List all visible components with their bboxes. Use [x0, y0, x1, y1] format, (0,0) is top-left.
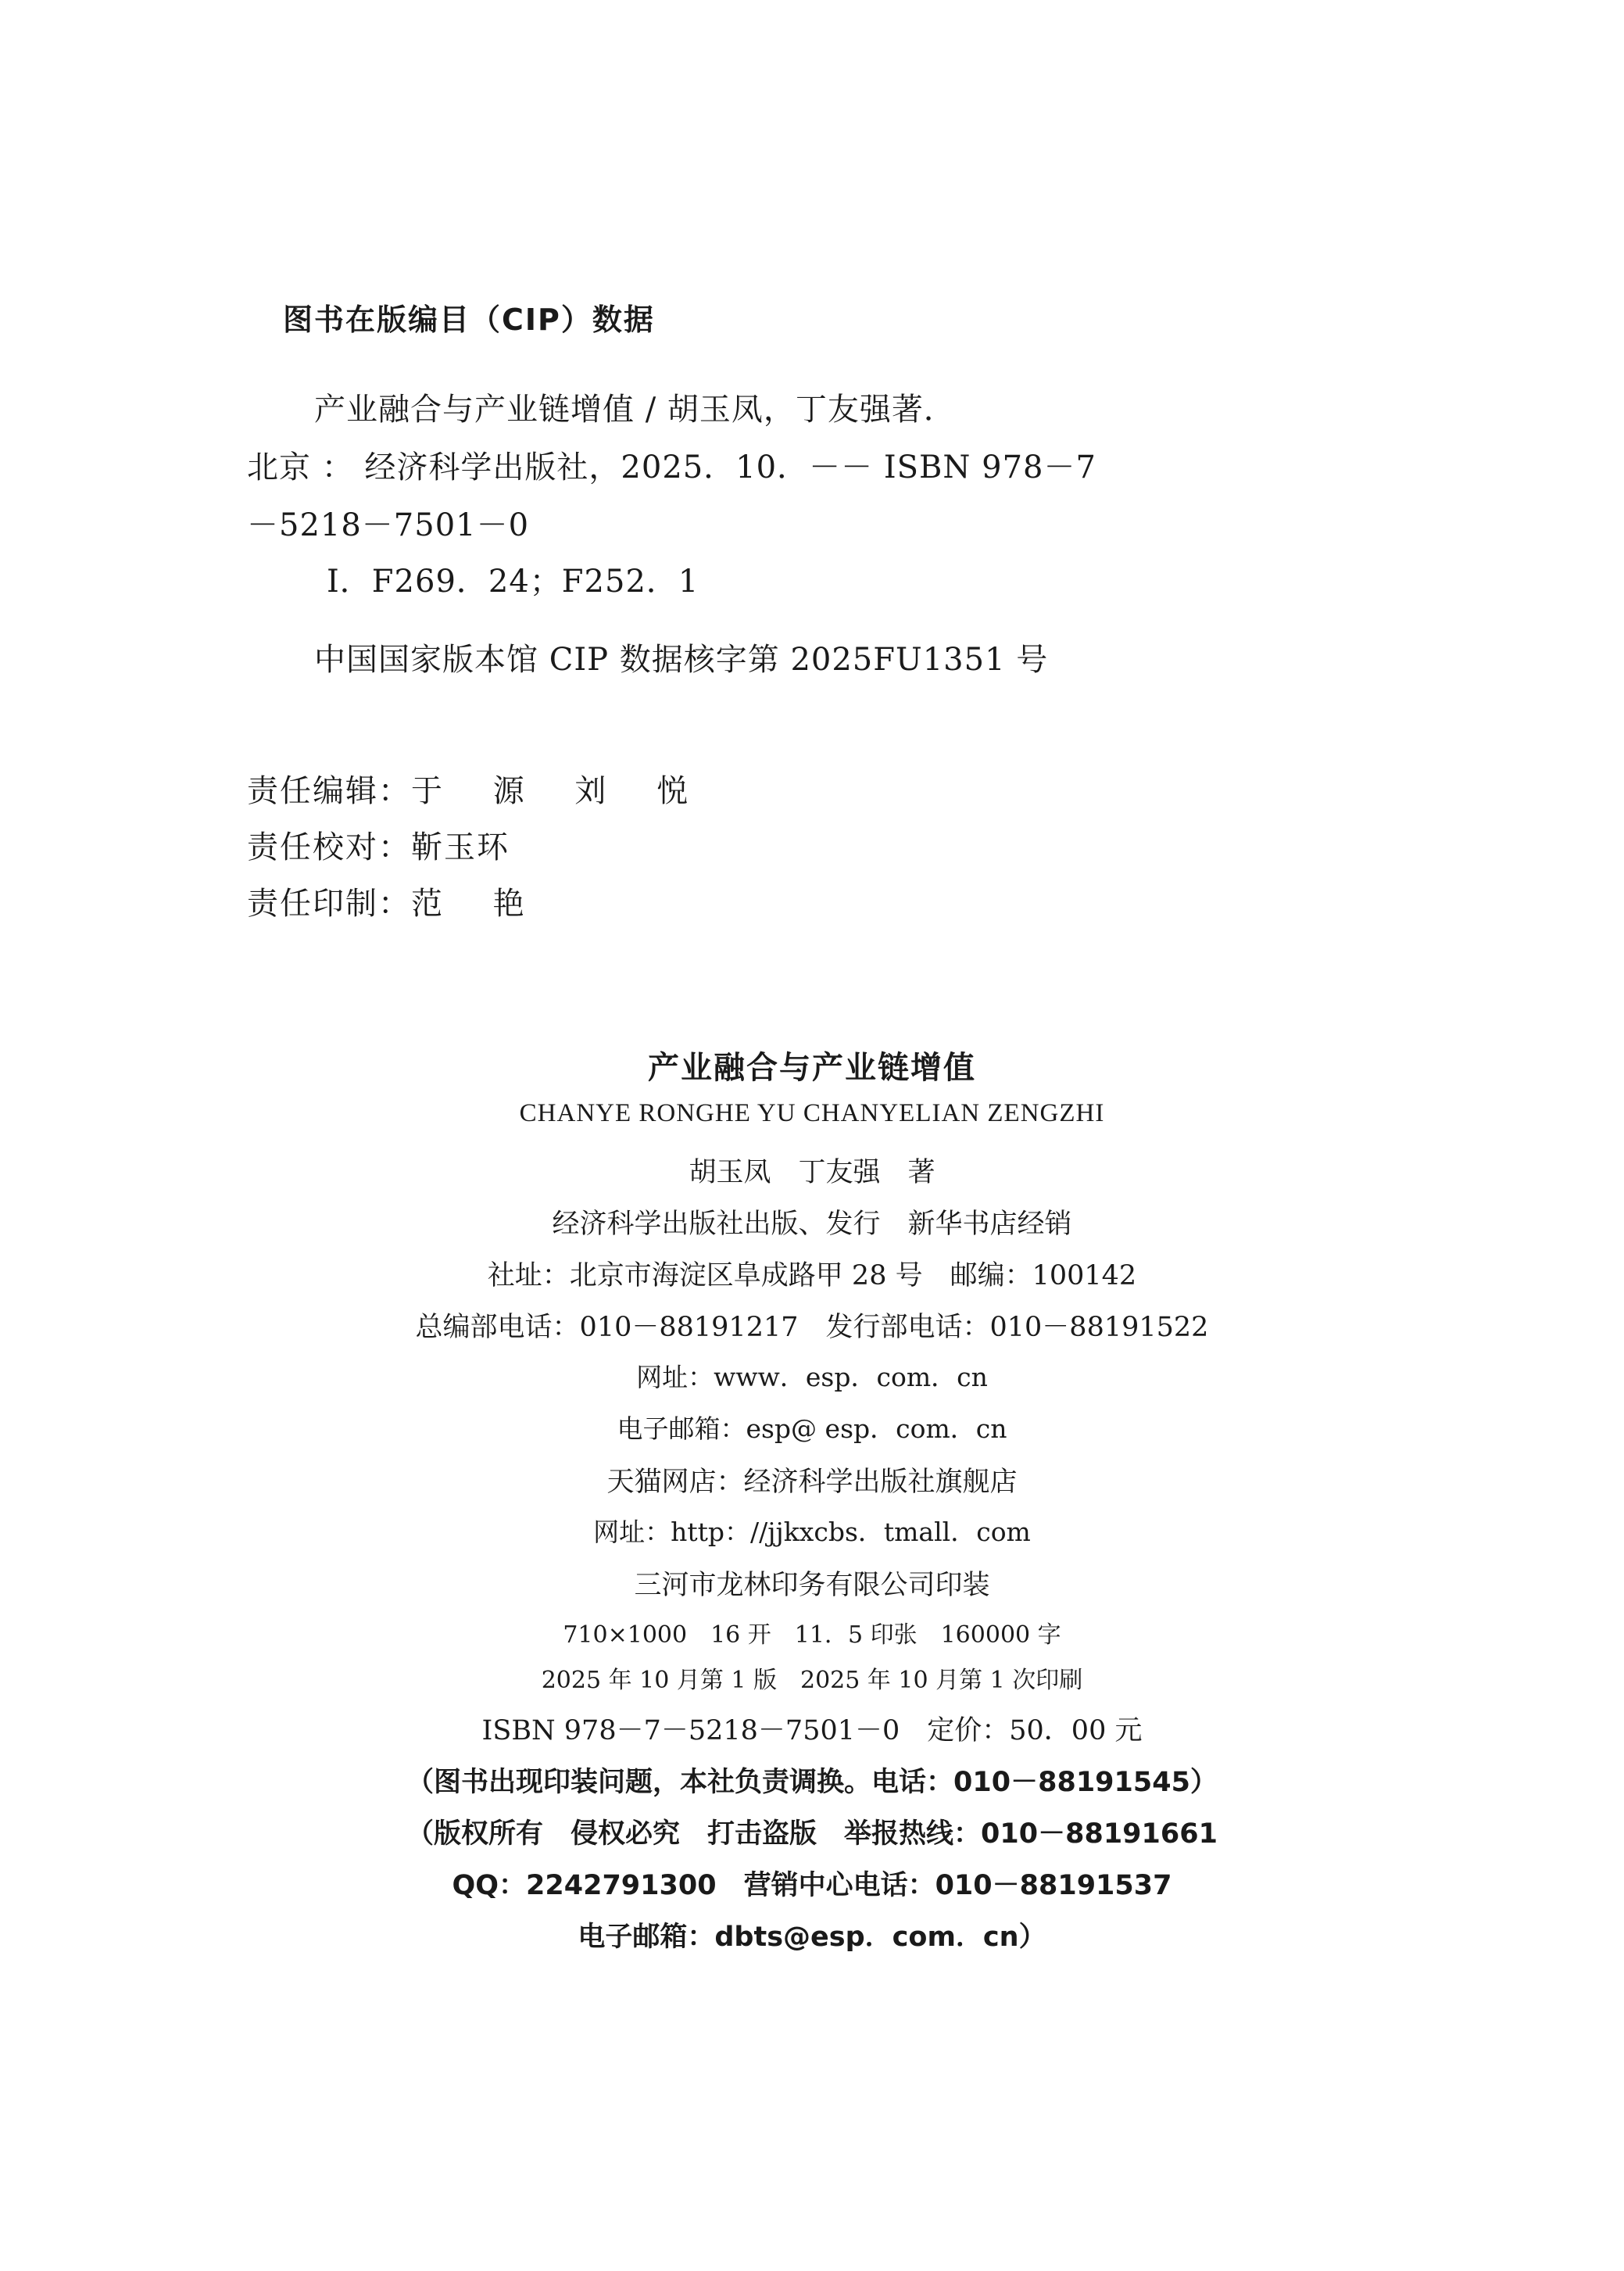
publisher-email: 电子邮箱：esp@ esp．com．cn	[617, 1413, 1007, 1444]
book-title: 产业融合与产业链增值	[648, 1050, 976, 1086]
cip-title-line: 产业融合与产业链增值 / 胡玉凤，丁友强著．	[314, 392, 956, 428]
publisher-address: 社址：北京市海淀区阜成路甲 28 号 邮编：100142	[487, 1260, 1137, 1291]
responsible-proofreader-names: 靳玉环	[411, 829, 510, 865]
book-specs: 710×1000 16 开 11．5 印张 160000 字	[563, 1621, 1061, 1649]
responsible-proofreader	[247, 822, 510, 867]
publisher-phones: 总编部电话：010－88191217 发行部电话：010－88191522	[415, 1312, 1209, 1343]
responsible-printing	[247, 879, 545, 923]
copyright-notice: （版权所有 侵权必究 打击盗版 举报热线：010－88191661	[406, 1818, 1218, 1850]
report-email: 电子邮箱：dbts@esp．com．cn）	[578, 1922, 1046, 1953]
cip-record-number: 中国国家版本馆 CIP 数据核字第 2025FU1351 号	[314, 642, 1049, 678]
cip-isbn-continuation: －5218－7501－0	[247, 507, 530, 543]
isbn-price: ISBN 978－7－5218－7501－0 定价：50．00 元	[481, 1715, 1143, 1746]
cip-publisher-line: 北京 ： 经济科学出版社，2025．10．－－ ISBN 978－7	[247, 450, 1096, 485]
responsible-proofreader-label: 责任校对：	[247, 829, 411, 865]
book-authors: 胡玉凤 丁友强 著	[689, 1157, 935, 1188]
printer-info: 三河市龙林印务有限公司印装	[634, 1570, 990, 1601]
tmall-store-url: 网址：http：//jjkxcbs．tmall．com	[593, 1517, 1031, 1547]
responsible-editor-names: 于 源 刘 悦	[411, 773, 709, 809]
responsible-editor	[247, 766, 708, 811]
publisher-info: 经济科学出版社出版、发行 新华书店经销	[552, 1209, 1072, 1240]
printing-defect-notice: （图书出现印装问题，本社负责调换。电话：010－88191545）	[406, 1767, 1218, 1798]
book-title-pinyin: CHANYE RONGHE YU CHANYELIAN ZENGZHI	[519, 1099, 1105, 1127]
tmall-store: 天猫网店：经济科学出版社旗舰店	[606, 1467, 1018, 1498]
responsible-printing-names: 范 艳	[411, 886, 545, 922]
cip-heading: 图书在版编目（CIP）数据	[283, 303, 655, 337]
qq-marketing-phone: QQ：2242791300 营销中心电话：010－88191537	[452, 1870, 1172, 1901]
responsible-editor-label: 责任编辑：	[247, 773, 411, 809]
cip-classification: Ⅰ．F269．24；F252．1	[327, 564, 699, 600]
responsible-printing-label: 责任印制：	[247, 886, 411, 922]
publisher-website: 网址：www．esp．com．cn	[636, 1362, 988, 1392]
edition-info: 2025 年 10 月第 1 版 2025 年 10 月第 1 次印刷	[541, 1667, 1083, 1694]
